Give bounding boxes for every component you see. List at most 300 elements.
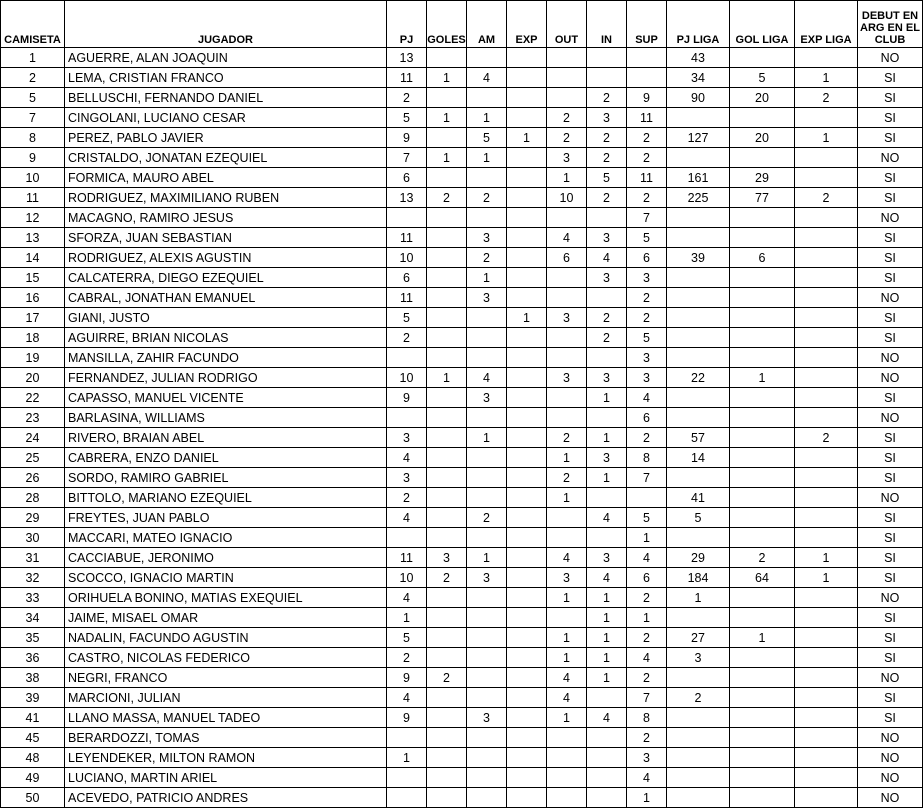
- table-row: [1, 328, 923, 348]
- cell-pj: 11: [387, 228, 427, 248]
- cell-jugador: LUCIANO, MARTIN ARIEL: [65, 768, 387, 788]
- cell-camiseta: 26: [1, 468, 65, 488]
- cell-debut: SI: [858, 248, 923, 268]
- cell-camiseta: 20: [1, 368, 65, 388]
- cell-goles: 2: [427, 668, 467, 688]
- cell-exp-liga: [795, 668, 858, 688]
- cell-debut: SI: [858, 88, 923, 108]
- cell-sup: [627, 488, 667, 508]
- cell-pj-liga: [667, 228, 730, 248]
- cell-exp-liga: [795, 208, 858, 228]
- table-row: [1, 68, 923, 88]
- cell-out: 2: [547, 468, 587, 488]
- cell-pj: [387, 728, 427, 748]
- cell-debut: NO: [858, 208, 923, 228]
- cell-goles: [427, 768, 467, 788]
- cell-exp: [507, 688, 547, 708]
- cell-exp-liga: [795, 748, 858, 768]
- cell-out: 2: [547, 128, 587, 148]
- cell-out: [547, 508, 587, 528]
- cell-camiseta: 8: [1, 128, 65, 148]
- cell-exp: [507, 368, 547, 388]
- cell-debut: SI: [858, 468, 923, 488]
- cell-pj-liga: 225: [667, 188, 730, 208]
- cell-exp: [507, 148, 547, 168]
- cell-am: [467, 88, 507, 108]
- cell-debut: SI: [858, 328, 923, 348]
- cell-camiseta: 5: [1, 88, 65, 108]
- cell-in: 2: [587, 308, 627, 328]
- cell-pj-liga: 161: [667, 168, 730, 188]
- cell-am: [467, 768, 507, 788]
- table-row: [1, 688, 923, 708]
- cell-am: 4: [467, 368, 507, 388]
- table-row: [1, 668, 923, 688]
- cell-jugador: MACCARI, MATEO IGNACIO: [65, 528, 387, 548]
- cell-exp: [507, 288, 547, 308]
- cell-am: [467, 728, 507, 748]
- cell-sup: 9: [627, 88, 667, 108]
- cell-pj: 6: [387, 168, 427, 188]
- cell-exp: [507, 748, 547, 768]
- cell-exp-liga: [795, 308, 858, 328]
- cell-am: [467, 648, 507, 668]
- cell-debut: SI: [858, 108, 923, 128]
- cell-goles: [427, 608, 467, 628]
- cell-debut: SI: [858, 648, 923, 668]
- cell-in: [587, 728, 627, 748]
- cell-exp-liga: [795, 528, 858, 548]
- table-row: [1, 248, 923, 268]
- cell-sup: 7: [627, 688, 667, 708]
- cell-gol-liga: 29: [730, 168, 795, 188]
- cell-exp-liga: [795, 688, 858, 708]
- cell-in: [587, 688, 627, 708]
- cell-goles: [427, 488, 467, 508]
- cell-camiseta: 35: [1, 628, 65, 648]
- cell-pj: 4: [387, 588, 427, 608]
- table-row: [1, 508, 923, 528]
- cell-out: 1: [547, 708, 587, 728]
- cell-sup: 7: [627, 208, 667, 228]
- table-row: [1, 48, 923, 68]
- table-row: [1, 788, 923, 808]
- cell-camiseta: 19: [1, 348, 65, 368]
- cell-exp-liga: 2: [795, 428, 858, 448]
- cell-sup: 11: [627, 168, 667, 188]
- cell-debut: SI: [858, 168, 923, 188]
- cell-in: [587, 768, 627, 788]
- cell-pj: 4: [387, 508, 427, 528]
- cell-jugador: CABRAL, JONATHAN EMANUEL: [65, 288, 387, 308]
- cell-jugador: RODRIGUEZ, MAXIMILIANO RUBEN: [65, 188, 387, 208]
- cell-jugador: FORMICA, MAURO ABEL: [65, 168, 387, 188]
- cell-in: 1: [587, 468, 627, 488]
- cell-pj-liga: [667, 468, 730, 488]
- table-row: [1, 128, 923, 148]
- table-row: [1, 748, 923, 768]
- cell-am: [467, 688, 507, 708]
- cell-camiseta: 22: [1, 388, 65, 408]
- cell-out: 4: [547, 688, 587, 708]
- cell-camiseta: 34: [1, 608, 65, 628]
- cell-pj-liga: 41: [667, 488, 730, 508]
- cell-out: [547, 348, 587, 368]
- cell-am: 1: [467, 428, 507, 448]
- cell-exp-liga: [795, 628, 858, 648]
- cell-camiseta: 33: [1, 588, 65, 608]
- header-debut: DEBUT EN ARG EN EL CLUB: [858, 1, 923, 48]
- cell-exp-liga: [795, 488, 858, 508]
- cell-am: 4: [467, 68, 507, 88]
- cell-pj: 5: [387, 308, 427, 328]
- cell-debut: SI: [858, 188, 923, 208]
- cell-exp-liga: [795, 648, 858, 668]
- table-row: [1, 188, 923, 208]
- cell-out: 1: [547, 588, 587, 608]
- cell-in: 3: [587, 228, 627, 248]
- cell-am: [467, 628, 507, 648]
- table-row: [1, 228, 923, 248]
- cell-jugador: NADALIN, FACUNDO AGUSTIN: [65, 628, 387, 648]
- cell-camiseta: 39: [1, 688, 65, 708]
- cell-out: 4: [547, 668, 587, 688]
- cell-pj-liga: 127: [667, 128, 730, 148]
- cell-jugador: NEGRI, FRANCO: [65, 668, 387, 688]
- cell-exp: [507, 88, 547, 108]
- cell-pj-liga: [667, 208, 730, 228]
- cell-exp-liga: [795, 768, 858, 788]
- cell-debut: NO: [858, 288, 923, 308]
- cell-pj-liga: 22: [667, 368, 730, 388]
- cell-am: [467, 48, 507, 68]
- table-row: [1, 168, 923, 188]
- cell-pj-liga: [667, 288, 730, 308]
- cell-am: 1: [467, 148, 507, 168]
- cell-pj: [387, 208, 427, 228]
- cell-camiseta: 24: [1, 428, 65, 448]
- header-row: [1, 1, 923, 48]
- cell-in: 1: [587, 428, 627, 448]
- cell-pj-liga: [667, 528, 730, 548]
- cell-sup: 1: [627, 528, 667, 548]
- cell-exp: [507, 768, 547, 788]
- cell-out: [547, 788, 587, 808]
- cell-am: 3: [467, 228, 507, 248]
- table-row: [1, 368, 923, 388]
- cell-pj-liga: [667, 308, 730, 328]
- cell-am: [467, 788, 507, 808]
- cell-out: 6: [547, 248, 587, 268]
- cell-gol-liga: [730, 508, 795, 528]
- cell-camiseta: 23: [1, 408, 65, 428]
- cell-sup: 2: [627, 628, 667, 648]
- cell-pj-liga: [667, 348, 730, 368]
- cell-gol-liga: [730, 228, 795, 248]
- cell-exp: [507, 528, 547, 548]
- table-row: [1, 768, 923, 788]
- cell-in: 1: [587, 588, 627, 608]
- cell-pj: 2: [387, 328, 427, 348]
- cell-gol-liga: [730, 48, 795, 68]
- cell-am: 3: [467, 708, 507, 728]
- cell-camiseta: 49: [1, 768, 65, 788]
- cell-pj: 6: [387, 268, 427, 288]
- header-in: IN: [587, 1, 627, 48]
- cell-in: 3: [587, 448, 627, 468]
- cell-out: 4: [547, 228, 587, 248]
- cell-debut: SI: [858, 568, 923, 588]
- cell-pj-liga: 39: [667, 248, 730, 268]
- cell-gol-liga: [730, 108, 795, 128]
- cell-in: 3: [587, 368, 627, 388]
- cell-gol-liga: 1: [730, 368, 795, 388]
- cell-gol-liga: [730, 588, 795, 608]
- cell-goles: [427, 48, 467, 68]
- cell-out: 3: [547, 148, 587, 168]
- cell-jugador: CABRERA, ENZO DANIEL: [65, 448, 387, 468]
- table-row: [1, 608, 923, 628]
- table-row: [1, 308, 923, 328]
- table-row: [1, 728, 923, 748]
- cell-goles: [427, 268, 467, 288]
- cell-goles: [427, 328, 467, 348]
- cell-jugador: ACEVEDO, PATRICIO ANDRES: [65, 788, 387, 808]
- cell-goles: [427, 448, 467, 468]
- cell-gol-liga: [730, 528, 795, 548]
- cell-sup: 4: [627, 648, 667, 668]
- cell-goles: 3: [427, 548, 467, 568]
- cell-pj-liga: [667, 388, 730, 408]
- cell-gol-liga: [730, 148, 795, 168]
- cell-debut: SI: [858, 528, 923, 548]
- cell-in: 2: [587, 88, 627, 108]
- cell-pj-liga: [667, 708, 730, 728]
- cell-out: 1: [547, 488, 587, 508]
- cell-in: 4: [587, 248, 627, 268]
- cell-exp: [507, 388, 547, 408]
- cell-pj: 9: [387, 128, 427, 148]
- table-row: [1, 428, 923, 448]
- cell-debut: NO: [858, 488, 923, 508]
- cell-gol-liga: [730, 468, 795, 488]
- cell-camiseta: 36: [1, 648, 65, 668]
- cell-pj-liga: [667, 668, 730, 688]
- cell-exp: [507, 468, 547, 488]
- table-row: [1, 148, 923, 168]
- cell-camiseta: 41: [1, 708, 65, 728]
- cell-pj: 3: [387, 428, 427, 448]
- cell-sup: 5: [627, 228, 667, 248]
- table-row: [1, 528, 923, 548]
- cell-out: 3: [547, 368, 587, 388]
- cell-sup: 4: [627, 388, 667, 408]
- cell-pj: 13: [387, 48, 427, 68]
- cell-goles: [427, 208, 467, 228]
- cell-exp: [507, 588, 547, 608]
- cell-in: [587, 488, 627, 508]
- cell-out: 1: [547, 168, 587, 188]
- cell-out: 2: [547, 108, 587, 128]
- cell-exp-liga: [795, 608, 858, 628]
- cell-sup: 2: [627, 308, 667, 328]
- table-row: [1, 548, 923, 568]
- cell-sup: 2: [627, 668, 667, 688]
- cell-debut: SI: [858, 228, 923, 248]
- cell-am: [467, 588, 507, 608]
- header-pj: PJ: [387, 1, 427, 48]
- cell-debut: SI: [858, 548, 923, 568]
- cell-goles: [427, 588, 467, 608]
- cell-pj: 10: [387, 568, 427, 588]
- cell-goles: [427, 308, 467, 328]
- cell-pj: 4: [387, 448, 427, 468]
- cell-camiseta: 10: [1, 168, 65, 188]
- cell-gol-liga: [730, 768, 795, 788]
- cell-exp: [507, 628, 547, 648]
- cell-goles: [427, 528, 467, 548]
- cell-debut: SI: [858, 608, 923, 628]
- cell-out: 10: [547, 188, 587, 208]
- cell-exp-liga: [795, 328, 858, 348]
- table-row: [1, 488, 923, 508]
- cell-goles: [427, 708, 467, 728]
- cell-pj-liga: [667, 108, 730, 128]
- cell-pj: [387, 348, 427, 368]
- cell-sup: 7: [627, 468, 667, 488]
- table-row: [1, 408, 923, 428]
- table-row: [1, 88, 923, 108]
- cell-pj: 9: [387, 668, 427, 688]
- header-camiseta: CAMISETA: [1, 1, 65, 48]
- cell-sup: 11: [627, 108, 667, 128]
- cell-jugador: LEYENDEKER, MILTON RAMON: [65, 748, 387, 768]
- cell-exp-liga: [795, 368, 858, 388]
- cell-jugador: ORIHUELA BONINO, MATIAS EXEQUIEL: [65, 588, 387, 608]
- cell-camiseta: 15: [1, 268, 65, 288]
- cell-exp: [507, 268, 547, 288]
- cell-pj-liga: [667, 408, 730, 428]
- cell-exp-liga: [795, 168, 858, 188]
- cell-gol-liga: 2: [730, 548, 795, 568]
- cell-exp-liga: [795, 268, 858, 288]
- cell-jugador: SCOCCO, IGNACIO MARTIN: [65, 568, 387, 588]
- cell-jugador: MACAGNO, RAMIRO JESUS: [65, 208, 387, 228]
- cell-goles: [427, 408, 467, 428]
- cell-camiseta: 32: [1, 568, 65, 588]
- cell-gol-liga: [730, 488, 795, 508]
- cell-sup: 8: [627, 448, 667, 468]
- cell-goles: [427, 468, 467, 488]
- cell-exp: [507, 648, 547, 668]
- cell-exp-liga: 1: [795, 548, 858, 568]
- cell-sup: 3: [627, 748, 667, 768]
- cell-debut: NO: [858, 768, 923, 788]
- cell-goles: 1: [427, 148, 467, 168]
- cell-am: [467, 408, 507, 428]
- cell-pj: 13: [387, 188, 427, 208]
- cell-exp-liga: [795, 728, 858, 748]
- cell-exp-liga: [795, 588, 858, 608]
- cell-jugador: CRISTALDO, JONATAN EZEQUIEL: [65, 148, 387, 168]
- cell-debut: NO: [858, 368, 923, 388]
- cell-pj-liga: [667, 268, 730, 288]
- cell-debut: SI: [858, 688, 923, 708]
- cell-goles: [427, 688, 467, 708]
- cell-jugador: AGUIRRE, BRIAN NICOLAS: [65, 328, 387, 348]
- cell-pj: 7: [387, 148, 427, 168]
- cell-debut: SI: [858, 128, 923, 148]
- cell-gol-liga: [730, 428, 795, 448]
- cell-gol-liga: [730, 408, 795, 428]
- header-pj-liga: PJ LIGA: [667, 1, 730, 48]
- cell-in: 1: [587, 388, 627, 408]
- cell-exp: 1: [507, 128, 547, 148]
- header-jugador: JUGADOR: [65, 1, 387, 48]
- cell-in: [587, 408, 627, 428]
- cell-pj: 11: [387, 548, 427, 568]
- cell-exp-liga: [795, 228, 858, 248]
- cell-am: 3: [467, 568, 507, 588]
- cell-pj: 4: [387, 688, 427, 708]
- table-row: [1, 448, 923, 468]
- cell-exp-liga: 1: [795, 128, 858, 148]
- cell-goles: 1: [427, 68, 467, 88]
- cell-pj-liga: [667, 768, 730, 788]
- cell-pj: 9: [387, 388, 427, 408]
- cell-jugador: LEMA, CRISTIAN FRANCO: [65, 68, 387, 88]
- cell-exp-liga: [795, 708, 858, 728]
- cell-in: [587, 788, 627, 808]
- cell-camiseta: 18: [1, 328, 65, 348]
- cell-am: [467, 348, 507, 368]
- cell-jugador: CAPASSO, MANUEL VICENTE: [65, 388, 387, 408]
- cell-in: 2: [587, 188, 627, 208]
- table-row: [1, 648, 923, 668]
- cell-pj-liga: [667, 728, 730, 748]
- cell-sup: 6: [627, 408, 667, 428]
- cell-goles: [427, 288, 467, 308]
- cell-gol-liga: 5: [730, 68, 795, 88]
- cell-in: [587, 748, 627, 768]
- cell-camiseta: 45: [1, 728, 65, 748]
- cell-am: 1: [467, 548, 507, 568]
- cell-out: [547, 608, 587, 628]
- cell-am: [467, 528, 507, 548]
- cell-am: 3: [467, 388, 507, 408]
- table-row: [1, 288, 923, 308]
- cell-pj-liga: 1: [667, 588, 730, 608]
- cell-gol-liga: [730, 208, 795, 228]
- cell-debut: SI: [858, 268, 923, 288]
- cell-debut: SI: [858, 388, 923, 408]
- cell-am: [467, 668, 507, 688]
- cell-gol-liga: [730, 328, 795, 348]
- table-row: [1, 348, 923, 368]
- cell-sup: 2: [627, 288, 667, 308]
- cell-debut: NO: [858, 728, 923, 748]
- cell-camiseta: 16: [1, 288, 65, 308]
- cell-out: [547, 328, 587, 348]
- cell-jugador: RODRIGUEZ, ALEXIS AGUSTIN: [65, 248, 387, 268]
- cell-goles: [427, 508, 467, 528]
- cell-exp: [507, 68, 547, 88]
- cell-debut: NO: [858, 48, 923, 68]
- cell-pj: [387, 408, 427, 428]
- cell-pj-liga: 43: [667, 48, 730, 68]
- cell-jugador: BELLUSCHI, FERNANDO DANIEL: [65, 88, 387, 108]
- cell-exp-liga: [795, 108, 858, 128]
